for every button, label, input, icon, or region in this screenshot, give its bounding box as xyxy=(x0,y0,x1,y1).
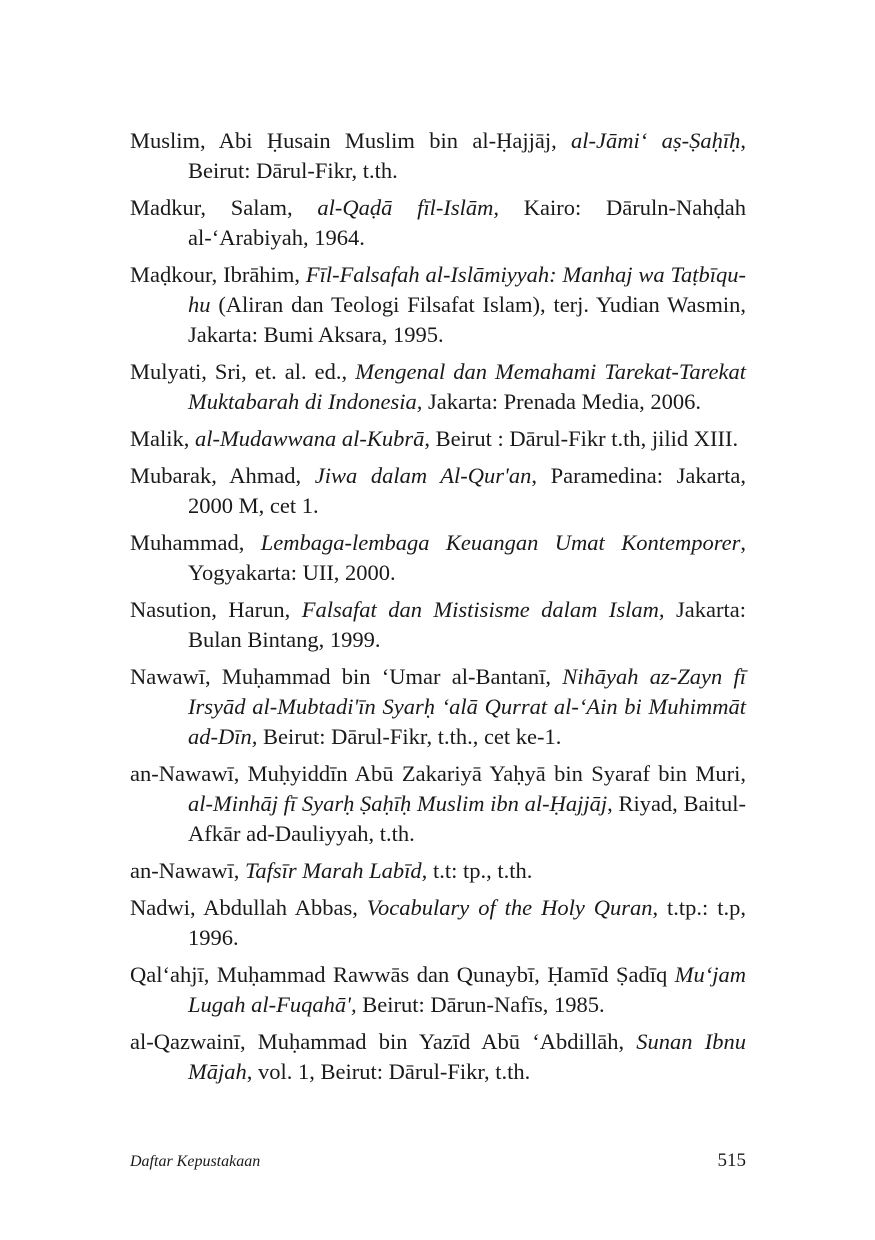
bibliography-entry: Malik, al-Mudawwana al-Kubrā, Beirut : Dārul-Fikr t.th, jilid XIII. xyxy=(130,426,739,451)
bibliography-entry: Mulyati, Sri, et. al. ed., Mengenal dan Memahami Tarekat-Tarekat Muktabarah di Indonesia, Jakarta: Prenada Media, 2006. xyxy=(130,359,747,414)
bibliography-entry: Nasution, Harun, Falsafat dan Mistisisme dalam Islam, Jakarta: Bulan Bintang, 1999. xyxy=(130,597,746,652)
running-footer-title: Daftar Kepustakaan xyxy=(130,1153,261,1170)
bibliography-entry: an-Nawawī, Muḥyiddīn Abū Zakariyā Yaḥyā bin Syaraf bin Muri, al-Minhāj fī Syarḥ Ṣaḥīḥ Muslim ibn al-Ḥajjāj, Riyad, Baitul-Afkār ad-Dauliyyah, t.th. xyxy=(130,761,746,846)
bibliography-entry: al-Qazwainī, Muḥammad bin Yazīd Abū ‘Abdillāh, Sunan Ibnu Mājah, vol. 1, Beirut: Dārul-Fikr, t.th. xyxy=(130,1029,746,1084)
page-number: 515 xyxy=(717,1150,746,1171)
bibliography-entry: Muslim, Abi Ḥusain Muslim bin al-Ḥajjāj, al-Jāmi‘ aṣ-Ṣaḥīḥ, Beirut: Dārul-Fikr, t.th. xyxy=(130,128,746,183)
page-footer xyxy=(130,1150,746,1172)
bibliography-entry: Muhammad, Lembaga-lembaga Keuangan Umat Kontemporer, Yogyakarta: UII, 2000. xyxy=(130,530,746,585)
bibliography-list xyxy=(130,126,746,1094)
bibliography-entry: Maḍkour, Ibrāhim, Fīl-Falsafah al-Islāmiyyah: Manhaj wa Taṭbīqu-hu (Aliran dan Teologi Filsafat Islam), terj. Yudian Wasmin, Jakarta: Bumi Aksara, 1995. xyxy=(130,262,746,347)
bibliography-entry: an-Nawawī, Tafsīr Marah Labīd, t.t: tp., t.th. xyxy=(130,858,533,883)
bibliography-entry: Qal‘ahjī, Muḥammad Rawwās dan Qunaybī, Ḥamīd Ṣadīq Mu‘jam Lugah al-Fuqahā', Beirut: Dārun-Nafīs, 1985. xyxy=(130,962,746,1017)
bibliography-entry: Nadwi, Abdullah Abbas, Vocabulary of the Holy Quran, t.tp.: t.p, 1996. xyxy=(130,895,746,950)
bibliography-entry: Nawawī, Muḥammad bin ‘Umar al-Bantanī, Nihāyah az-Zayn fī Irsyād al-Mubtadi'īn Syarḥ ‘alā Qurrat al-‘Ain bi Muhimmāt ad-Dīn, Beirut: Dārul-Fikr, t.th., cet ke-1. xyxy=(130,664,747,749)
bibliography-entry: Mubarak, Ahmad, Jiwa dalam Al-Qur'an, Paramedina: Jakarta, 2000 M, cet 1. xyxy=(130,463,746,518)
bibliography-entry: Madkur, Salam, al-Qaḍā fīl-Islām, Kairo: Dāruln-Nahḍah al-‘Arabiyah, 1964. xyxy=(130,195,746,250)
